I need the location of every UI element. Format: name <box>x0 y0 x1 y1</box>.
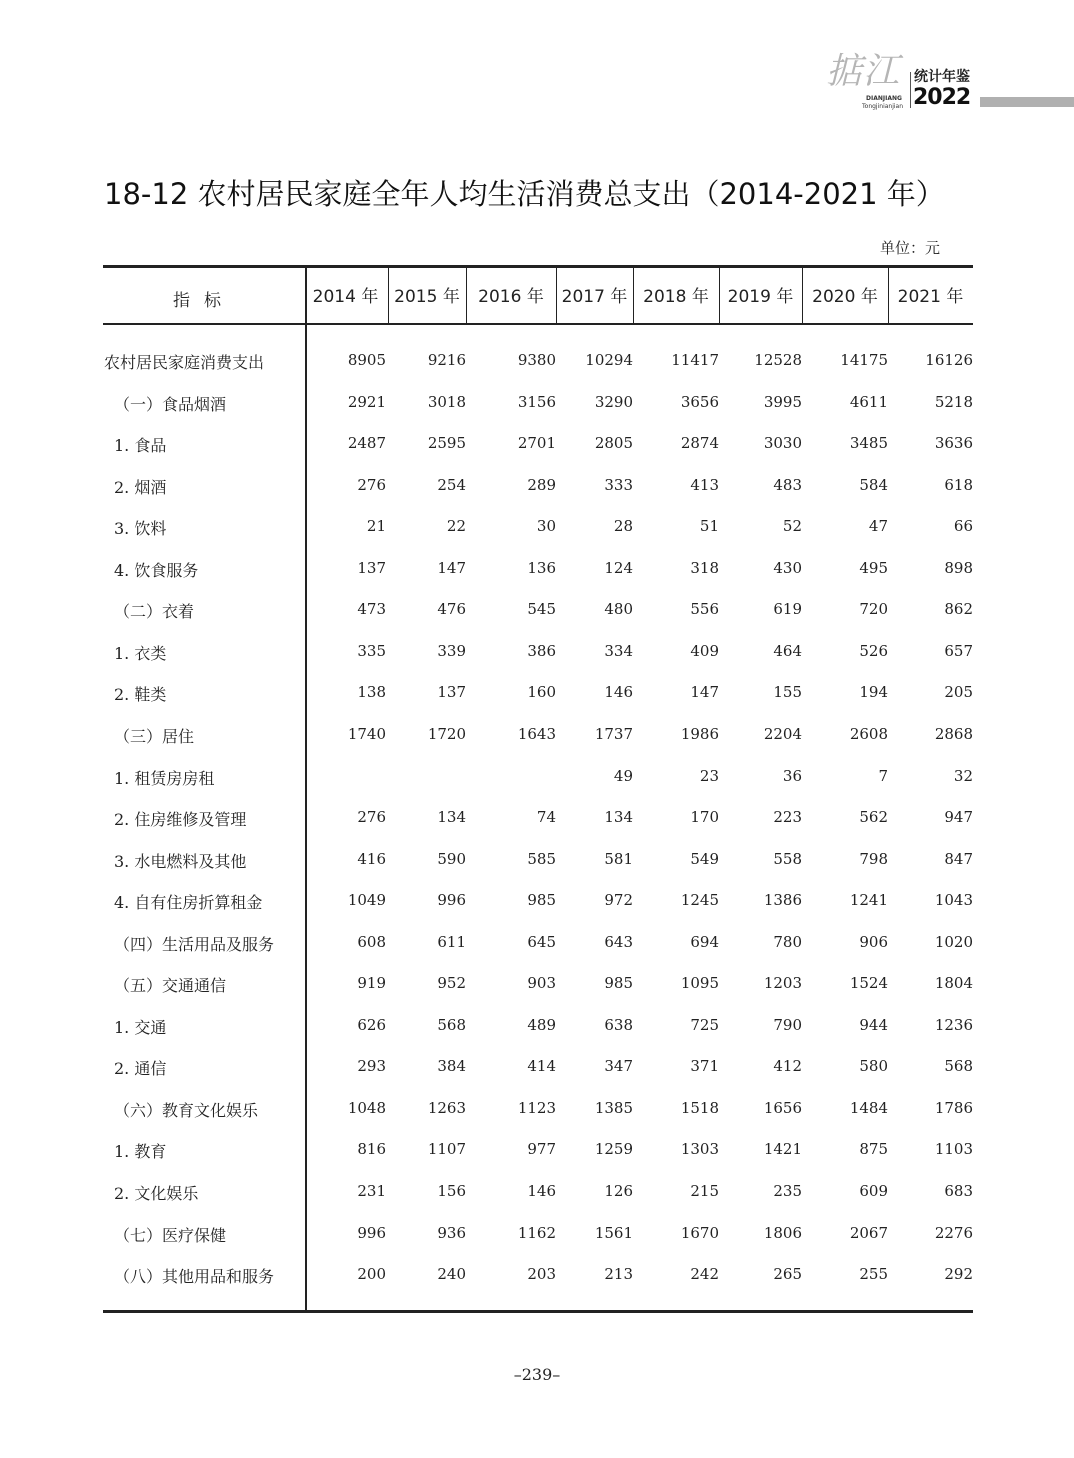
table-cell: 430 <box>773 558 802 577</box>
table-cell: 643 <box>604 932 633 951</box>
table-cell: 581 <box>604 849 633 868</box>
table-cell: 3636 <box>934 434 973 453</box>
table-cell: 3030 <box>763 434 802 453</box>
table-cell: 1048 <box>347 1098 386 1117</box>
table-cell: 1786 <box>934 1098 973 1117</box>
row-label: 1. 交通 <box>114 1017 167 1037</box>
table-cell: 386 <box>527 641 556 660</box>
indicator-header: 指标 <box>173 291 235 311</box>
table-cell: 1986 <box>680 724 719 743</box>
table-cell: 334 <box>604 641 633 660</box>
table-cell: 985 <box>527 891 556 910</box>
table-cell: 2701 <box>517 434 556 453</box>
table-cell: 626 <box>357 1015 386 1034</box>
table-cell: 2067 <box>849 1223 888 1242</box>
table-cell: 985 <box>604 974 633 993</box>
table-cell: 137 <box>357 558 386 577</box>
table-cell: 146 <box>604 683 633 702</box>
table-cell: 289 <box>527 475 556 494</box>
table-cell: 7 <box>878 766 888 785</box>
row-label: 4. 饮食服务 <box>114 560 199 580</box>
table-cell: 638 <box>604 1015 633 1034</box>
logo-pinyin: DIANJIANG <box>866 95 902 102</box>
table-cell: 1524 <box>849 974 888 993</box>
table-cell: 52 <box>782 517 802 536</box>
table-cell: 14175 <box>840 351 888 369</box>
table-cell: 3290 <box>594 392 633 411</box>
row-label: （六）教育文化娱乐 <box>114 1100 259 1120</box>
table-cell: 590 <box>437 849 466 868</box>
table-cell: 657 <box>944 641 973 660</box>
table-cell: 495 <box>859 558 888 577</box>
logo-year: 2022 <box>913 85 971 110</box>
table-cell: 1203 <box>763 974 802 993</box>
table-cell: 862 <box>944 600 973 619</box>
table-cell: 371 <box>690 1057 719 1076</box>
header-bar <box>980 97 1074 107</box>
table-cell: 618 <box>944 475 973 494</box>
table-cell: 489 <box>527 1015 556 1034</box>
table-cell: 22 <box>446 517 466 536</box>
table-cell: 875 <box>859 1140 888 1159</box>
table-cell: 138 <box>357 683 386 702</box>
table-cell: 1806 <box>763 1223 802 1242</box>
table-cell: 5218 <box>934 392 973 411</box>
table-cell: 1103 <box>934 1140 973 1159</box>
table-cell: 265 <box>773 1265 802 1284</box>
table-header-rule <box>103 323 973 325</box>
table-cell: 240 <box>437 1265 466 1284</box>
table-cell: 136 <box>527 558 556 577</box>
year-header: 2020 年 <box>812 287 878 307</box>
table-cell: 30 <box>536 517 556 536</box>
table-cell: 412 <box>773 1057 802 1076</box>
table-cell: 1123 <box>517 1098 556 1117</box>
row-label: 4. 自有住房折算租金 <box>114 893 263 913</box>
table-cell: 720 <box>859 600 888 619</box>
table-cell: 414 <box>527 1057 556 1076</box>
table-cell: 1740 <box>347 724 386 743</box>
table-cell: 276 <box>357 475 386 494</box>
table-cell: 205 <box>944 683 973 702</box>
table-cell: 1245 <box>680 891 719 910</box>
table-cell: 28 <box>613 517 633 536</box>
table-cell: 12528 <box>754 351 802 369</box>
table-cell: 609 <box>859 1182 888 1200</box>
table-cell: 1162 <box>517 1223 556 1242</box>
table-cell: 32 <box>953 766 973 785</box>
logo-calligraphy: 掂江 <box>826 51 901 92</box>
table-cell: 611 <box>437 932 466 951</box>
year-header: 2018 年 <box>643 287 709 307</box>
row-label: 2. 烟酒 <box>114 477 167 497</box>
table-cell: 947 <box>944 808 973 827</box>
table-cell: 556 <box>690 600 719 619</box>
table-cell: 1303 <box>680 1140 719 1159</box>
table-cell: 1720 <box>427 724 466 743</box>
table-cell: 1236 <box>934 1015 973 1034</box>
table-cell: 996 <box>437 891 466 910</box>
table-cell: 790 <box>773 1015 802 1034</box>
table-cell: 1656 <box>763 1098 802 1117</box>
header-column-divider <box>888 266 889 324</box>
table-cell: 10294 <box>585 351 633 369</box>
table-cell: 339 <box>437 641 466 660</box>
table-cell: 335 <box>357 641 386 660</box>
table-cell: 3995 <box>763 392 802 411</box>
table-cell: 568 <box>944 1057 973 1076</box>
header-column-divider <box>719 266 720 324</box>
table-cell: 134 <box>437 808 466 827</box>
table-cell: 155 <box>773 683 802 702</box>
table-cell: 952 <box>437 974 466 993</box>
table-cell: 49 <box>613 766 633 785</box>
table-cell: 3485 <box>849 434 888 453</box>
table-cell: 384 <box>437 1057 466 1076</box>
table-cell: 645 <box>527 932 556 951</box>
table-cell: 694 <box>690 932 719 951</box>
table-cell: 242 <box>690 1265 719 1284</box>
table-cell: 549 <box>690 849 719 868</box>
table-cell: 146 <box>527 1182 556 1200</box>
year-header: 2016 年 <box>478 287 544 307</box>
logo-pinyin-sub: Tongjinianjian <box>862 103 904 110</box>
table-cell: 2868 <box>934 724 973 743</box>
table-cell: 318 <box>690 558 719 577</box>
table-cell: 347 <box>604 1057 633 1076</box>
table-cell: 473 <box>357 600 386 619</box>
table-cell: 903 <box>527 974 556 993</box>
table-cell: 898 <box>944 558 973 577</box>
table-cell: 47 <box>868 517 888 536</box>
table-cell: 585 <box>527 849 556 868</box>
header-column-divider <box>556 266 557 324</box>
table-cell: 584 <box>859 475 888 494</box>
table-cell: 235 <box>773 1182 802 1200</box>
row-label: 2. 鞋类 <box>114 685 167 705</box>
table-cell: 683 <box>944 1182 973 1200</box>
table-cell: 2487 <box>347 434 386 453</box>
table-cell: 476 <box>437 600 466 619</box>
table-cell: 170 <box>690 808 719 827</box>
table-cell: 200 <box>357 1265 386 1284</box>
header-column-divider <box>802 266 803 324</box>
logo-title: 统计年鉴 <box>914 69 970 85</box>
table-cell: 137 <box>437 683 466 702</box>
table-cell: 223 <box>773 808 802 827</box>
row-label: （七）医疗保健 <box>114 1225 227 1245</box>
table-cell: 526 <box>859 641 888 660</box>
row-label: （三）居住 <box>114 726 195 746</box>
table-cell: 483 <box>773 475 802 494</box>
table-cell: 972 <box>604 891 633 910</box>
row-label: （五）交通通信 <box>114 976 227 996</box>
year-header: 2015 年 <box>394 287 460 307</box>
table-bottom-rule <box>103 1310 973 1313</box>
table-cell: 847 <box>944 849 973 868</box>
year-header: 2019 年 <box>727 287 794 307</box>
table-cell: 333 <box>604 475 633 494</box>
table-cell: 11417 <box>671 351 719 369</box>
table-cell: 147 <box>437 558 466 577</box>
table-cell: 1107 <box>427 1140 466 1159</box>
table-cell: 1421 <box>763 1140 802 1159</box>
table-top-rule <box>103 265 973 268</box>
row-label: 1. 租赁房房租 <box>114 768 215 788</box>
table-cell: 608 <box>357 932 386 951</box>
table-cell: 919 <box>357 974 386 993</box>
table-cell: 16126 <box>925 351 973 369</box>
table-cell: 231 <box>357 1182 386 1200</box>
table-cell: 134 <box>604 808 633 827</box>
table-cell: 215 <box>690 1182 719 1200</box>
table-cell: 1804 <box>934 974 973 993</box>
table-cell: 213 <box>604 1265 633 1284</box>
unit-label: 单位：元 <box>879 239 940 257</box>
table-cell: 545 <box>527 600 556 619</box>
table-cell: 996 <box>357 1223 386 1242</box>
table-cell: 1737 <box>594 724 633 743</box>
table-cell: 580 <box>859 1057 888 1076</box>
table-cell: 1020 <box>934 932 973 951</box>
table-cell: 36 <box>782 766 802 785</box>
table-cell: 2921 <box>347 392 386 411</box>
header-column-divider <box>466 266 467 324</box>
table-cell: 977 <box>527 1140 556 1159</box>
table-cell: 292 <box>944 1265 973 1284</box>
table-cell: 480 <box>604 600 633 619</box>
table-cell: 1259 <box>594 1140 633 1159</box>
table-cell: 409 <box>690 641 719 660</box>
header-column-divider <box>633 266 634 324</box>
row-label: 2. 文化娱乐 <box>114 1184 199 1203</box>
table-cell: 66 <box>953 517 973 536</box>
table-cell: 413 <box>690 475 719 494</box>
row-label: 1. 食品 <box>114 436 167 456</box>
table-cell: 780 <box>773 932 802 951</box>
table-cell: 1049 <box>347 891 386 910</box>
row-label: 农村居民家庭消费支出 <box>104 353 265 372</box>
table-cell: 2276 <box>934 1223 973 1242</box>
logo-divider <box>910 72 911 108</box>
year-header: 2014 年 <box>312 287 379 307</box>
table-cell: 3656 <box>680 392 719 411</box>
year-header: 2017 年 <box>561 287 628 307</box>
page-number: –239– <box>513 1365 561 1384</box>
table-cell: 74 <box>536 808 556 827</box>
table-cell: 816 <box>357 1140 386 1159</box>
table-cell: 124 <box>604 558 633 577</box>
table-cell: 194 <box>859 683 888 702</box>
table-cell: 1484 <box>849 1098 888 1117</box>
table-cell: 51 <box>699 517 719 536</box>
table-cell: 2204 <box>763 724 802 743</box>
table-cell: 1561 <box>594 1223 633 1242</box>
table-cell: 255 <box>859 1265 888 1284</box>
table-cell: 416 <box>357 849 386 868</box>
table-cell: 1386 <box>763 891 802 910</box>
year-header: 2021 年 <box>897 287 964 307</box>
table-cell: 3018 <box>427 392 466 411</box>
table-cell: 936 <box>437 1223 466 1242</box>
row-label: 3. 水电燃料及其他 <box>114 851 247 871</box>
row-label: 1. 衣类 <box>114 643 167 663</box>
table-cell: 1043 <box>934 891 973 910</box>
row-label: 2. 通信 <box>114 1059 167 1079</box>
row-label: 3. 饮料 <box>114 519 167 539</box>
table-cell: 725 <box>690 1015 719 1034</box>
table-cell: 293 <box>357 1057 386 1076</box>
table-cell: 1263 <box>427 1098 466 1117</box>
table-cell: 4611 <box>849 392 888 411</box>
table-cell: 160 <box>527 683 556 702</box>
table-cell: 1518 <box>680 1098 719 1117</box>
row-label: （八）其他用品和服务 <box>114 1267 275 1287</box>
table-cell: 21 <box>366 517 386 536</box>
table-cell: 23 <box>699 766 719 785</box>
table-cell: 944 <box>859 1015 888 1034</box>
table-cell: 619 <box>773 600 802 619</box>
table-cell: 2595 <box>427 434 466 453</box>
table-cell: 1643 <box>517 724 556 743</box>
header-column-divider <box>388 266 389 324</box>
table-cell: 1095 <box>680 974 719 993</box>
row-label: （二）衣着 <box>114 602 195 622</box>
table-cell: 562 <box>859 808 888 827</box>
table-cell: 126 <box>604 1182 633 1200</box>
table-cell: 9216 <box>427 351 466 369</box>
table-cell: 798 <box>859 849 888 868</box>
table-cell: 3156 <box>517 392 556 411</box>
row-label: （四）生活用品及服务 <box>114 934 275 954</box>
table-cell: 1670 <box>680 1223 719 1242</box>
row-label: （一）食品烟酒 <box>114 394 227 414</box>
table-cell: 2608 <box>849 724 888 743</box>
table-cell: 203 <box>527 1265 556 1284</box>
page-title: 18-12 农村居民家庭全年人均生活消费总支出（2014-2021 年） <box>104 177 945 211</box>
table-cell: 147 <box>690 683 719 702</box>
table-cell: 9380 <box>517 351 556 369</box>
table-cell: 2874 <box>680 434 719 453</box>
row-label: 1. 教育 <box>114 1142 167 1162</box>
table-cell: 156 <box>437 1182 466 1200</box>
table-cell: 254 <box>437 475 466 494</box>
row-label: 2. 住房维修及管理 <box>114 810 247 830</box>
table-cell: 1385 <box>594 1098 633 1117</box>
table-cell: 276 <box>357 808 386 827</box>
table-cell: 906 <box>859 932 888 951</box>
table-cell: 2805 <box>594 434 633 453</box>
table-cell: 464 <box>773 641 802 660</box>
table-cell: 1241 <box>849 891 888 910</box>
table-cell: 568 <box>437 1015 466 1034</box>
table-cell: 558 <box>773 849 802 868</box>
table-cell: 8905 <box>347 351 386 369</box>
